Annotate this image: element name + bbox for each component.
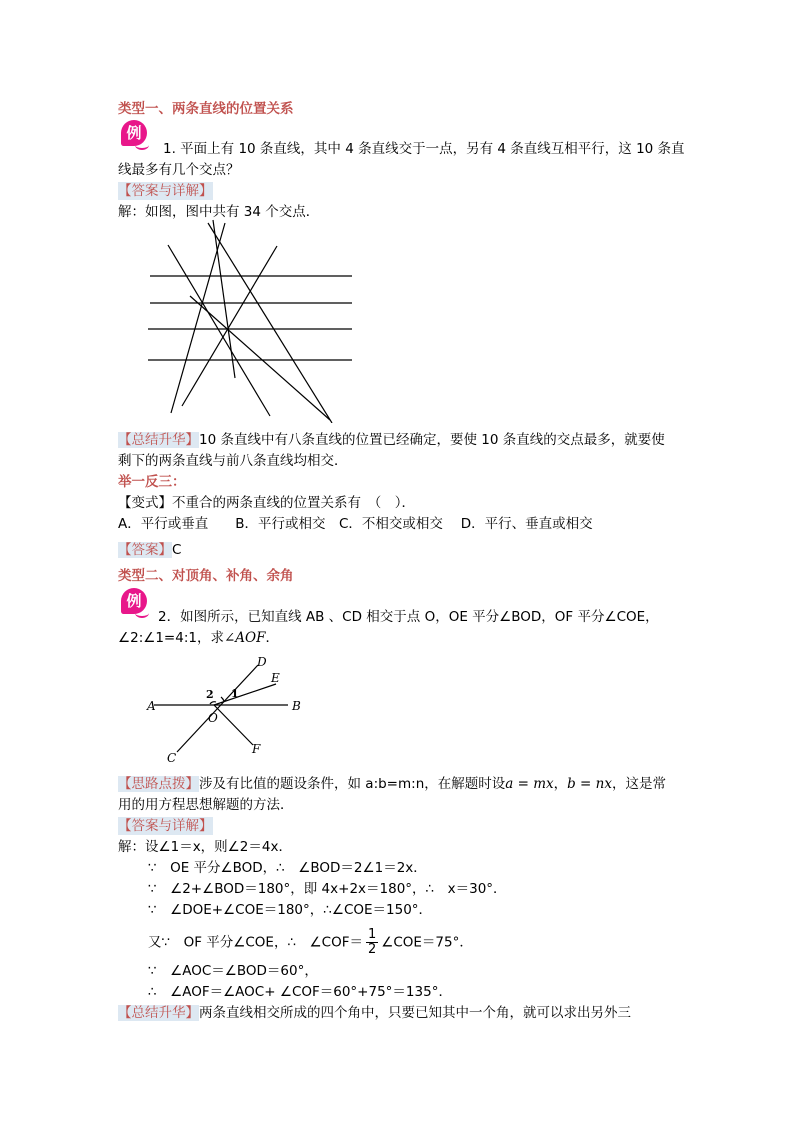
sol-line5 [148,928,473,957]
label-O: O [208,711,218,725]
hint-sep: ， [553,776,568,792]
answer-label: 【答案】 [118,542,172,558]
options-line: A．平行或垂直 B．平行或相交 C．不相交或相交 D．平行、垂直或相交 [118,516,593,532]
summary-2-text: 两条直线相交所成的四个角中，只要已知其中一个角，就可以求出另外三 [199,1005,631,1021]
section1-title: 类型一、两条直线的位置关系 [118,101,294,117]
sol-line1: 解：设∠1＝x，则∠2＝4x． [118,839,292,855]
angle-figure [140,650,320,770]
variant-text: 不重合的两条直线的位置关系有 （ ）． [172,495,415,511]
label-C: C [167,751,177,765]
q1-line1: 1. 平面上有 10 条直线，其中 4 条直线交于一点，另有 4 条直线互相平行，这 10 条直 [163,141,685,157]
label-F: F [252,742,261,756]
q2-line2 [118,629,279,647]
sol-line7: ∴ ∠AOF＝∠AOC+ ∠COF＝60°+75°＝135°． [148,984,452,1000]
label-D: D [257,655,267,669]
q2-ratio: ∠2:∠1=4:1，求 [118,630,224,646]
concurrent-line-2 [208,223,332,423]
label-E: E [271,671,280,685]
hint-line2: 用的用方程思想解题的方法． [118,797,294,813]
answer-value: C [172,542,182,558]
variant-tag: 【变式】 [118,495,172,511]
summary-1-text: 10 条直线中有八条直线的位置已经确定，要使 10 条直线的交点最多，就要使 [199,432,665,448]
sol-line3: ∵ ∠2+∠BOD＝180°，即 4x+2x＝180°，∴ x＝30°． [148,881,507,897]
summary-1-line2: 剩下的两条直线与前八条直线均相交． [118,453,348,469]
label-B: B [292,699,301,713]
answer-tag-1: 【答案与详解】 [118,183,213,199]
angle-1-arc [221,697,224,701]
summary-tag-2: 【总结升华】 [118,1005,199,1021]
q2-period: ． [265,630,279,646]
label-angle-1: 1 [231,687,239,700]
example-badge-icon: 例 [121,588,147,614]
answer-line-1 [118,541,181,559]
summary-1-line1 [118,431,665,449]
hint-line1 [118,775,666,793]
summary-2-line [118,1004,631,1022]
sol-line2: ∵ OE 平分∠BOD，∴ ∠BOD＝2∠1＝2x． [148,860,427,876]
sol5-text: 又∵ OF 平分∠COE，∴ ∠COF＝ [148,934,363,951]
sol-line4: ∵ ∠DOE+∠COE＝180°，∴∠COE＝150°． [148,902,433,918]
q1-line2: 线最多有几个交点？ [118,162,240,178]
sol-line6: ∵ ∠AOC＝∠BOD＝60°， [148,963,318,979]
hint-text: 涉及有比值的题设条件，如 a:b=m:n，在解题时设 [199,776,506,792]
hint-eq2: b = nx [567,776,612,792]
hint-tag: 【思路点拨】 [118,776,199,792]
fraction-half [366,928,378,957]
example-badge-icon: 例 [121,120,147,146]
concurrent-line-4 [213,220,235,378]
label-angle-2: 2 [206,688,214,701]
variant-line [118,494,415,512]
concurrent-line-1 [168,245,270,416]
angle-2-arc [210,702,216,704]
answer-tag-2: 【答案与详解】 [118,818,213,834]
ray-OE [214,684,276,705]
section2-title: 类型二、对顶角、补角、余角 [118,568,294,584]
practice-title: 举一反三： [118,474,186,490]
solution-1: 解：如图，图中共有 34 个交点． [118,204,320,220]
lines-figure [140,218,355,423]
q2-target-angle: ∠AOF [223,630,266,646]
frac-num: 1 [367,927,377,942]
ray-OF [214,705,253,745]
summary-tag-1: 【总结升华】 [118,432,199,448]
hint-eq1: a = mx [505,776,554,792]
frac-den: 2 [367,942,377,957]
q2-line1: 2．如图所示，已知直线 AB 、CD 相交于点 O，OE 平分∠BOD，OF 平分∠COE， [158,609,659,625]
hint-tail: ，这是常 [611,776,666,792]
sol5-tail: ∠COE＝75°． [381,934,473,951]
label-A: A [147,699,156,713]
